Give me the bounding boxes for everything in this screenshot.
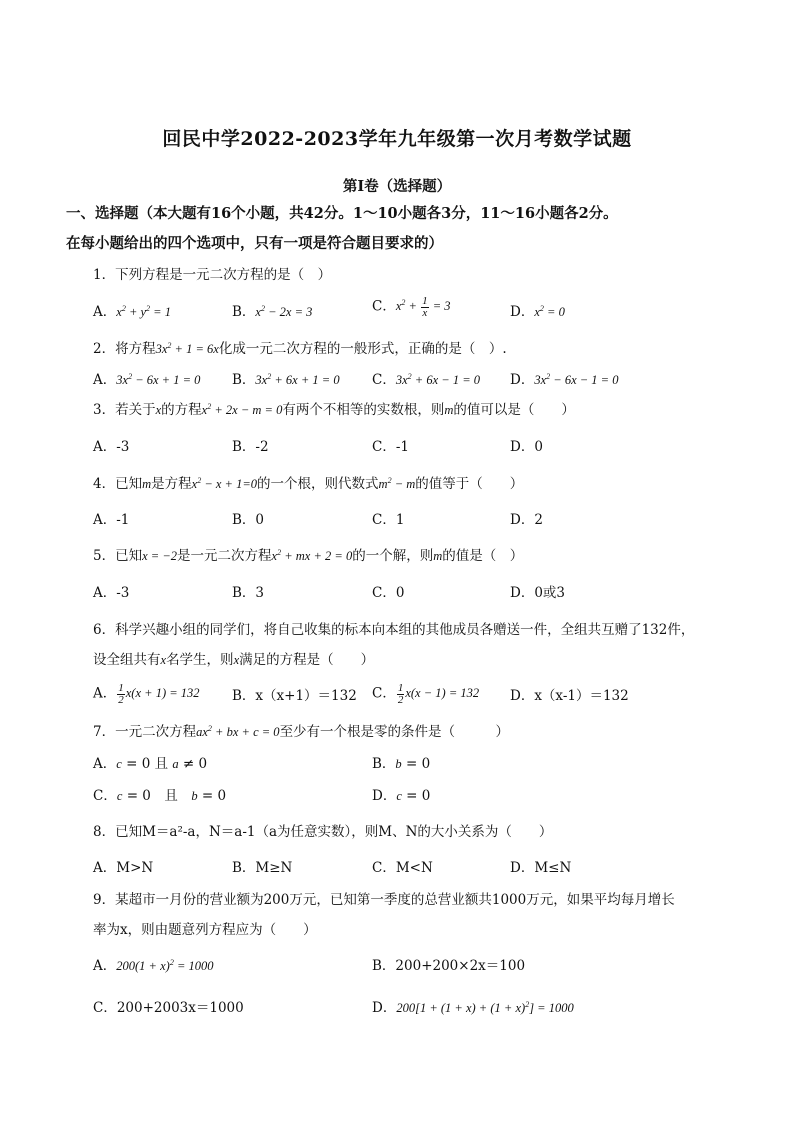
q2-option-c: C．$3x^2 + 6x - 1 = 0$ [372,372,481,388]
q1-option-d: D．$x^2 = 0$ [510,304,565,320]
q8-option-a: A．M>N [93,860,154,876]
q3-option-c: C．-1 [372,439,409,455]
q1-option-c: C．$x^2$ + $\frac{1}{x}$ = 3 [372,295,451,319]
q7-option-c: C．c = 0 且 b = 0 [93,788,227,804]
q7-option-a: A．c = 0 且 a ≠ 0 [93,756,208,772]
q7-option-b: B．b = 0 [372,756,431,772]
q5-option-c: C．0 [372,585,405,601]
question-5-stem: 5．已知x = −2是一元二次方程$x^2$ + mx + 2 = 0的一个解，则m的值是（ ） [93,548,524,564]
q6-option-a: A． $\frac{1}{2}$ x(x + 1) = 132 [93,682,200,706]
question-9-line1: 9．某超市一月份的营业额为200万元，已知第一季度的总营业额共1000万元，如果平均每月增长 [93,892,675,908]
q2-option-b: B．$3x^2 + 6x + 1 = 0$ [232,372,340,388]
q6-option-d: D．x（x-1）＝132 [510,688,629,704]
q7-option-d: D．c = 0 [372,788,431,804]
q9-option-b: B．200+200×2x＝100 [372,958,526,974]
q6-option-c: C． $\frac{1}{2}$ x(x − 1) = 132 [372,682,480,706]
q3-option-a: A．-3 [93,439,130,455]
part-subtitle: 第Ⅰ卷（选择题） [342,178,452,195]
question-6-line1: 6．科学兴趣小组的同学们，将自己收集的标本向本组的其他成员各赠送一件，全组共互赠了132件， [93,622,695,638]
q9-option-c: C．200+2003x＝1000 [93,1000,244,1016]
q1-option-a: A．$x^2 + y^2 = 1$ [93,304,171,320]
section-heading-line2: 在每小题给出的四个选项中，只有一项是符合题目要求的） [66,235,443,252]
question-1-stem: 1．下列方程是一元二次方程的是（ ） [93,267,332,283]
question-3-stem: 3．若关于x的方程$x^2 + 2x - m = 0$有两个不相等的实数根，则m的值可以是（ ） [93,402,575,418]
section-heading-line1: 一、选择题（本大题有16个小题，共42分。1～10小题各3分，11～16小题各2分。 [66,205,618,222]
q9-option-d: D．$200[1 + (1 + x) + (1 + x)^2] = 1000$ [372,1000,574,1016]
q5-option-b: B．3 [232,585,265,601]
q4-option-d: D．2 [510,512,543,528]
q4-option-a: A．-1 [93,512,130,528]
q2-option-d: D．$3x^2 - 6x - 1 = 0$ [510,372,619,388]
q9-option-a: A．$200(1 + x)^2 = 1000$ [93,958,214,974]
exam-title: 回民中学2022-2023学年九年级第一次月考数学试题 [162,128,632,150]
question-8-stem: 8．已知M＝a²-a，N＝a-1（a为任意实数），则M、N的大小关系为（ ） [93,824,553,840]
q8-option-c: C．M<N [372,860,433,876]
q4-option-b: B．0 [232,512,265,528]
q5-option-a: A．-3 [93,585,130,601]
q3-option-d: D．0 [510,439,543,455]
q5-option-d: D．0或3 [510,585,566,601]
question-6-line2: 设全组共有x名学生，则x满足的方程是（ ） [93,652,375,668]
q3-option-b: B．-2 [232,439,269,455]
q2-option-a: A．$3x^2 - 6x + 1 = 0$ [93,372,201,388]
q8-option-d: D．M≤N [510,860,572,876]
q6-option-b: B．x（x+1）＝132 [232,688,357,704]
question-4-stem: 4．已知m是方程$x^2 - x + 1=0$的一个根，则代数式$m^2 - m$的值等于（ ） [93,476,524,492]
q4-option-c: C．1 [372,512,405,528]
question-7-stem: 7．一元二次方程$ax^2$ + bx + c = 0至少有一个根是零的条件是（ ） [93,724,510,740]
q1-option-b: B．$x^2 - 2x = 3$ [232,304,313,320]
question-2-stem: 2．将方程$3x^2 + 1 = 6x$化成一元二次方程的一般形式，正确的是（ ）. [93,341,507,357]
q8-option-b: B．M≥N [232,860,293,876]
question-9-line2: 率为x，则由题意列方程应为（ ） [93,922,317,938]
